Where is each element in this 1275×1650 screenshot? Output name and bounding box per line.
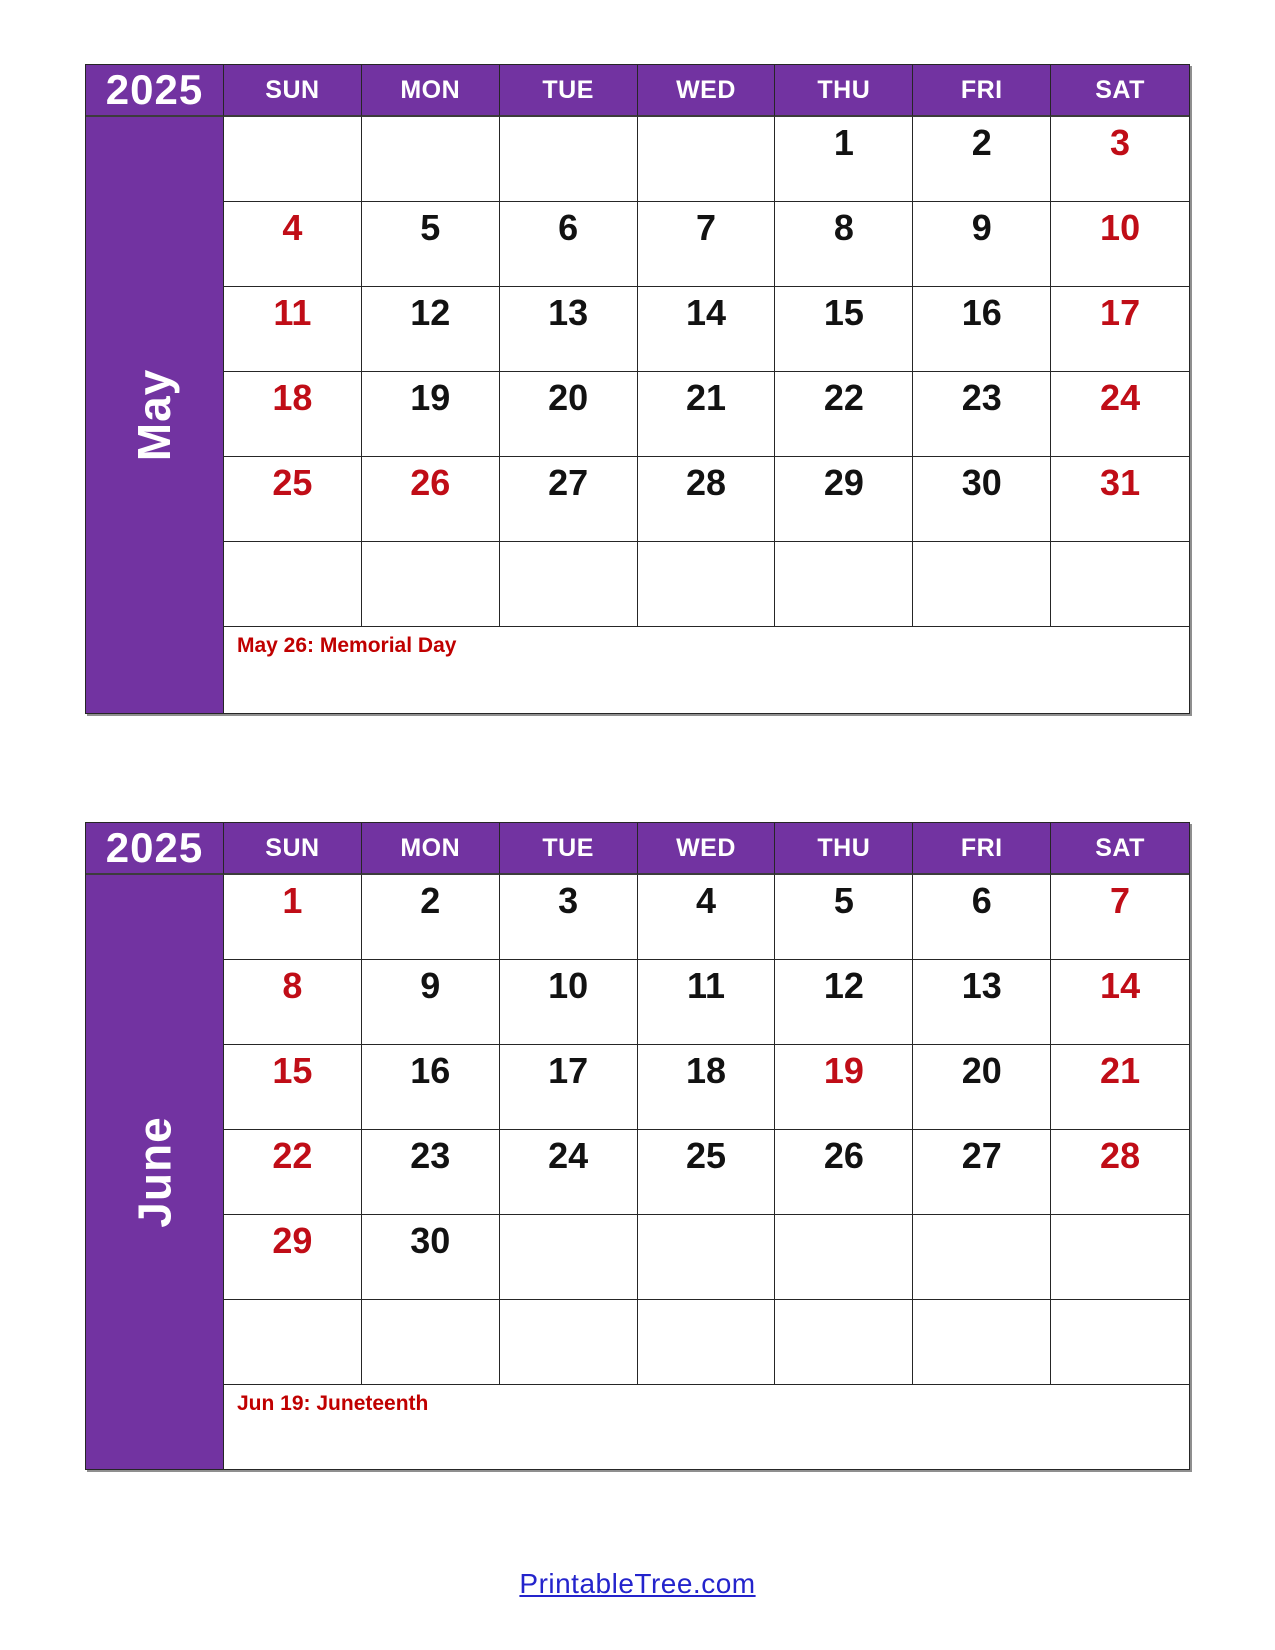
date-cell: 15 bbox=[224, 1045, 362, 1130]
holiday-note: May 26: Memorial Day bbox=[224, 627, 1189, 713]
empty-cell bbox=[775, 1215, 913, 1300]
date-cell: 24 bbox=[500, 1130, 638, 1215]
holiday-note: Jun 19: Juneteenth bbox=[224, 1385, 1189, 1469]
date-cell: 16 bbox=[913, 287, 1051, 372]
date-cell: 31 bbox=[1051, 457, 1189, 542]
date-cell: 18 bbox=[224, 372, 362, 457]
date-cell: 13 bbox=[913, 960, 1051, 1045]
day-header-tue: TUE bbox=[500, 65, 638, 117]
date-cell: 30 bbox=[913, 457, 1051, 542]
date-cell: 2 bbox=[913, 117, 1051, 202]
empty-cell bbox=[913, 542, 1051, 627]
date-cell: 27 bbox=[500, 457, 638, 542]
date-cell: 23 bbox=[913, 372, 1051, 457]
empty-cell bbox=[638, 542, 776, 627]
day-header-sun: SUN bbox=[224, 65, 362, 117]
date-cell: 19 bbox=[362, 372, 500, 457]
date-cell: 29 bbox=[775, 457, 913, 542]
date-cell: 26 bbox=[775, 1130, 913, 1215]
date-cell: 27 bbox=[913, 1130, 1051, 1215]
date-cell: 8 bbox=[775, 202, 913, 287]
date-cell: 13 bbox=[500, 287, 638, 372]
date-cell: 4 bbox=[638, 875, 776, 960]
month-sidebar bbox=[86, 117, 224, 713]
day-header-sun: SUN bbox=[224, 823, 362, 875]
date-cell: 15 bbox=[775, 287, 913, 372]
empty-cell bbox=[638, 1215, 776, 1300]
empty-cell bbox=[1051, 542, 1189, 627]
month-label: May bbox=[128, 368, 181, 462]
date-cell: 20 bbox=[913, 1045, 1051, 1130]
empty-cell bbox=[362, 542, 500, 627]
date-cell: 8 bbox=[224, 960, 362, 1045]
date-cell: 7 bbox=[638, 202, 776, 287]
date-cell: 11 bbox=[638, 960, 776, 1045]
date-cell: 23 bbox=[362, 1130, 500, 1215]
date-cell: 6 bbox=[913, 875, 1051, 960]
day-header-wed: WED bbox=[638, 65, 776, 117]
calendar-grid bbox=[86, 823, 1189, 1469]
date-cell: 22 bbox=[775, 372, 913, 457]
empty-cell bbox=[224, 117, 362, 202]
empty-cell bbox=[500, 542, 638, 627]
date-cell: 12 bbox=[362, 287, 500, 372]
day-header-sat: SAT bbox=[1051, 65, 1189, 117]
date-cell: 12 bbox=[775, 960, 913, 1045]
date-cell: 20 bbox=[500, 372, 638, 457]
empty-cell bbox=[224, 1300, 362, 1385]
date-cell: 29 bbox=[224, 1215, 362, 1300]
date-cell: 10 bbox=[500, 960, 638, 1045]
date-cell: 7 bbox=[1051, 875, 1189, 960]
date-cell: 28 bbox=[1051, 1130, 1189, 1215]
day-header-fri: FRI bbox=[913, 823, 1051, 875]
empty-cell bbox=[913, 1300, 1051, 1385]
date-cell: 1 bbox=[224, 875, 362, 960]
day-header-sat: SAT bbox=[1051, 823, 1189, 875]
month-sidebar bbox=[86, 875, 224, 1469]
date-cell: 1 bbox=[775, 117, 913, 202]
date-cell: 5 bbox=[362, 202, 500, 287]
date-cell: 28 bbox=[638, 457, 776, 542]
date-cell: 9 bbox=[913, 202, 1051, 287]
empty-cell bbox=[913, 1215, 1051, 1300]
date-cell: 19 bbox=[775, 1045, 913, 1130]
date-cell: 14 bbox=[638, 287, 776, 372]
date-cell: 22 bbox=[224, 1130, 362, 1215]
date-cell: 16 bbox=[362, 1045, 500, 1130]
calendar-may-2025 bbox=[85, 64, 1190, 714]
date-cell: 11 bbox=[224, 287, 362, 372]
date-cell: 10 bbox=[1051, 202, 1189, 287]
date-cell: 21 bbox=[638, 372, 776, 457]
date-cell: 30 bbox=[362, 1215, 500, 1300]
footer bbox=[0, 1568, 1275, 1600]
day-header-thu: THU bbox=[775, 65, 913, 117]
empty-cell bbox=[775, 542, 913, 627]
empty-cell bbox=[775, 1300, 913, 1385]
empty-cell bbox=[362, 117, 500, 202]
empty-cell bbox=[224, 542, 362, 627]
date-cell: 25 bbox=[224, 457, 362, 542]
date-cell: 17 bbox=[500, 1045, 638, 1130]
date-cell: 18 bbox=[638, 1045, 776, 1130]
printabletree-link[interactable]: PrintableTree.com bbox=[519, 1568, 756, 1599]
date-cell: 9 bbox=[362, 960, 500, 1045]
day-header-mon: MON bbox=[362, 65, 500, 117]
date-cell: 2 bbox=[362, 875, 500, 960]
date-cell: 5 bbox=[775, 875, 913, 960]
empty-cell bbox=[500, 1300, 638, 1385]
empty-cell bbox=[1051, 1300, 1189, 1385]
date-cell: 24 bbox=[1051, 372, 1189, 457]
year-label: 2025 bbox=[86, 823, 224, 875]
date-cell: 6 bbox=[500, 202, 638, 287]
empty-cell bbox=[500, 117, 638, 202]
year-label: 2025 bbox=[86, 65, 224, 117]
empty-cell bbox=[362, 1300, 500, 1385]
empty-cell bbox=[638, 1300, 776, 1385]
date-cell: 21 bbox=[1051, 1045, 1189, 1130]
day-header-mon: MON bbox=[362, 823, 500, 875]
day-header-thu: THU bbox=[775, 823, 913, 875]
day-header-tue: TUE bbox=[500, 823, 638, 875]
month-label: June bbox=[128, 1116, 181, 1228]
date-cell: 17 bbox=[1051, 287, 1189, 372]
empty-cell bbox=[1051, 1215, 1189, 1300]
date-cell: 3 bbox=[1051, 117, 1189, 202]
empty-cell bbox=[500, 1215, 638, 1300]
date-cell: 14 bbox=[1051, 960, 1189, 1045]
date-cell: 25 bbox=[638, 1130, 776, 1215]
date-cell: 4 bbox=[224, 202, 362, 287]
calendar-grid bbox=[86, 65, 1189, 713]
day-header-wed: WED bbox=[638, 823, 776, 875]
date-cell: 3 bbox=[500, 875, 638, 960]
date-cell: 26 bbox=[362, 457, 500, 542]
day-header-fri: FRI bbox=[913, 65, 1051, 117]
calendar-june-2025 bbox=[85, 822, 1190, 1470]
empty-cell bbox=[638, 117, 776, 202]
